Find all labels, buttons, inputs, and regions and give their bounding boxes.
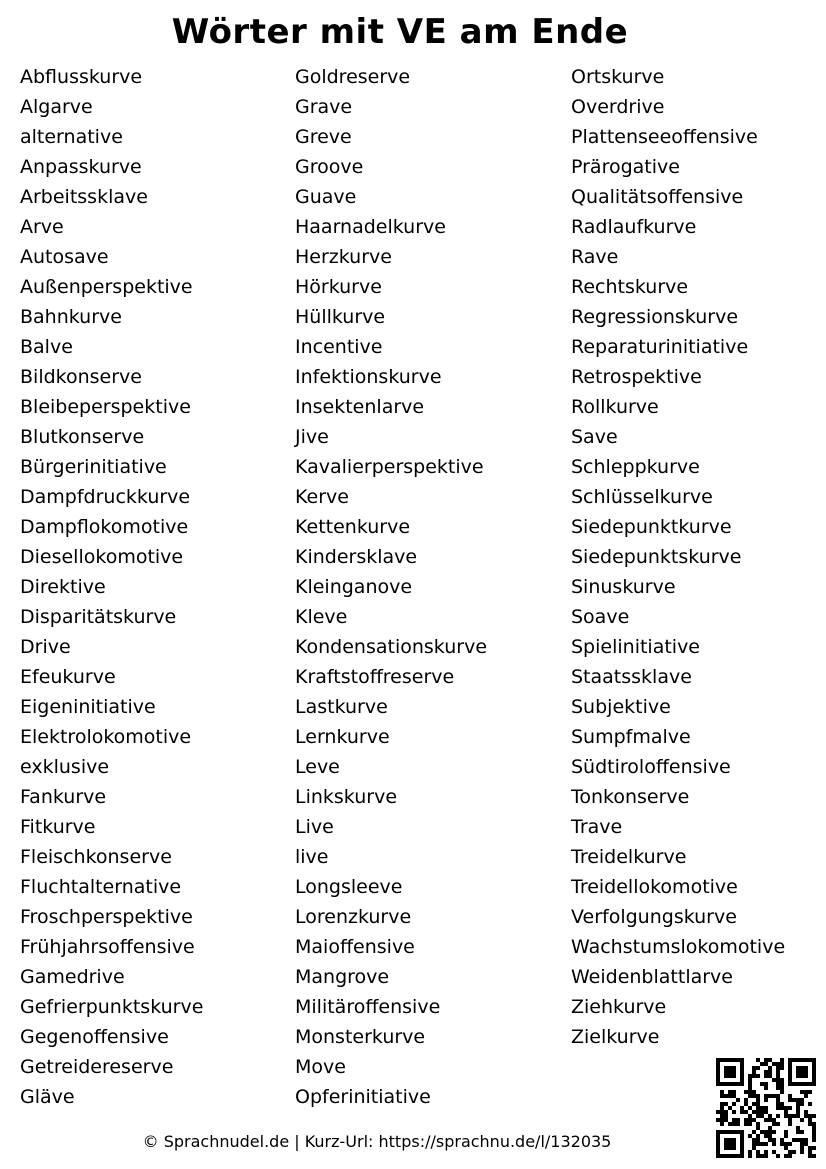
qr-code-icon[interactable] <box>716 1058 816 1158</box>
word-item: Fluchtalternative <box>20 876 182 898</box>
word-item: Regressionskurve <box>571 306 739 328</box>
word-item: Fitkurve <box>20 816 96 838</box>
word-item: Live <box>295 816 334 838</box>
word-item: Hüllkurve <box>295 306 386 328</box>
word-item: Soave <box>571 606 630 628</box>
word-item: Radlaufkurve <box>571 216 697 238</box>
word-item: Elektrolokomotive <box>20 726 192 748</box>
word-item: Kavalierperspektive <box>295 456 484 478</box>
word-item: Guave <box>295 186 357 208</box>
word-item: Balve <box>20 336 73 358</box>
word-item: Drive <box>20 636 71 658</box>
word-item: Incentive <box>295 336 383 358</box>
word-item: Getreidereserve <box>20 1056 174 1078</box>
word-item: Kraftstoffreserve <box>295 666 455 688</box>
word-item: Kleve <box>295 606 348 628</box>
word-item: Staatssklave <box>571 666 692 688</box>
word-item: alternative <box>20 126 123 148</box>
word-item: Infektionskurve <box>295 366 442 388</box>
word-item: Haarnadelkurve <box>295 216 446 238</box>
word-item: Jive <box>295 426 329 448</box>
word-item: Bürgerinitiative <box>20 456 167 478</box>
word-item: Arve <box>20 216 64 238</box>
word-item: Schlüsselkurve <box>571 486 713 508</box>
word-item: Reparaturinitiative <box>571 336 749 358</box>
word-item: Disparitätskurve <box>20 606 177 628</box>
word-item: Gefrierpunktskurve <box>20 996 204 1018</box>
word-item: Maioffensive <box>295 936 415 958</box>
word-item: Lastkurve <box>295 696 388 718</box>
word-item: Wachstumslokomotive <box>571 936 786 958</box>
word-item: exklusive <box>20 756 110 778</box>
word-item: Treidelkurve <box>571 846 687 868</box>
word-column-1 <box>20 62 203 1112</box>
word-item: Hörkurve <box>295 276 382 298</box>
word-item: Autosave <box>20 246 109 268</box>
word-item: Rave <box>571 246 619 268</box>
word-item: Bildkonserve <box>20 366 142 388</box>
word-item: Overdrive <box>571 96 665 118</box>
word-item: Südtiroloffensive <box>571 756 731 778</box>
word-item: Fleischkonserve <box>20 846 172 868</box>
word-item: Goldreserve <box>295 66 411 88</box>
word-item: Schleppkurve <box>571 456 700 478</box>
word-item: Direktive <box>20 576 106 598</box>
word-item: Froschperspektive <box>20 906 193 928</box>
word-item: Außenperspektive <box>20 276 193 298</box>
word-item: Algarve <box>20 96 93 118</box>
word-item: Gegenoffensive <box>20 1026 169 1048</box>
word-item: Leve <box>295 756 340 778</box>
page-title: Wörter mit VE am Ende <box>171 12 629 52</box>
word-item: Sinuskurve <box>571 576 676 598</box>
word-item: Frühjahrsoffensive <box>20 936 195 958</box>
word-item: Linkskurve <box>295 786 398 808</box>
word-item: Save <box>571 426 618 448</box>
word-item: Weidenblattlarve <box>571 966 733 988</box>
word-item: Gamedrive <box>20 966 125 988</box>
word-item: Mangrove <box>295 966 390 988</box>
word-item: Blutkonserve <box>20 426 145 448</box>
word-item: Herzkurve <box>295 246 392 268</box>
word-item: Grave <box>295 96 353 118</box>
word-item: Diesellokomotive <box>20 546 184 568</box>
word-item: Sumpfmalve <box>571 726 691 748</box>
word-item: Ortskurve <box>571 66 665 88</box>
word-item: Greve <box>295 126 352 148</box>
word-item: Eigeninitiative <box>20 696 156 718</box>
word-column-2 <box>295 62 487 1112</box>
word-item: Bleibeperspektive <box>20 396 191 418</box>
word-item: Longsleeve <box>295 876 403 898</box>
word-column-3 <box>571 62 785 1052</box>
word-item: Trave <box>571 816 623 838</box>
word-item: Bahnkurve <box>20 306 122 328</box>
word-item: Kondensationskurve <box>295 636 488 658</box>
word-item: Plattenseeoffensive <box>571 126 758 148</box>
word-item: Lernkurve <box>295 726 390 748</box>
word-item: Ziehkurve <box>571 996 667 1018</box>
footer-text: © Sprachnudel.de | Kurz-Url: https://sprachnu.de/l/132035 <box>142 1132 612 1151</box>
word-item: Zielkurve <box>571 1026 660 1048</box>
word-item: Subjektive <box>571 696 671 718</box>
word-item: Groove <box>295 156 364 178</box>
word-item: Opferinitiative <box>295 1086 431 1108</box>
word-item: Move <box>295 1056 346 1078</box>
word-item: Arbeitssklave <box>20 186 148 208</box>
word-item: Spielinitiative <box>571 636 701 658</box>
word-item: Kleinganove <box>295 576 413 598</box>
word-item: Abflusskurve <box>20 66 143 88</box>
word-item: Qualitätsoffensive <box>571 186 744 208</box>
word-item: Kerve <box>295 486 349 508</box>
word-item: Retrospektive <box>571 366 702 388</box>
word-item: Siedepunktskurve <box>571 546 742 568</box>
word-item: Rollkurve <box>571 396 659 418</box>
word-item: Monsterkurve <box>295 1026 426 1048</box>
word-item: Treidellokomotive <box>571 876 738 898</box>
word-item: Anpasskurve <box>20 156 142 178</box>
word-item: Kettenkurve <box>295 516 411 538</box>
word-item: Militäroffensive <box>295 996 441 1018</box>
word-item: Fankurve <box>20 786 107 808</box>
word-item: Efeukurve <box>20 666 116 688</box>
word-item: Rechtskurve <box>571 276 689 298</box>
word-item: Siedepunktkurve <box>571 516 732 538</box>
word-item: Dampflokomotive <box>20 516 189 538</box>
word-item: Tonkonserve <box>571 786 690 808</box>
word-item: Gläve <box>20 1086 75 1108</box>
word-item: Verfolgungskurve <box>571 906 737 928</box>
word-item: Prärogative <box>571 156 680 178</box>
word-item: Lorenzkurve <box>295 906 412 928</box>
word-item: live <box>295 846 329 868</box>
word-item: Insektenlarve <box>295 396 425 418</box>
word-item: Kindersklave <box>295 546 418 568</box>
word-item: Dampfdruckkurve <box>20 486 191 508</box>
